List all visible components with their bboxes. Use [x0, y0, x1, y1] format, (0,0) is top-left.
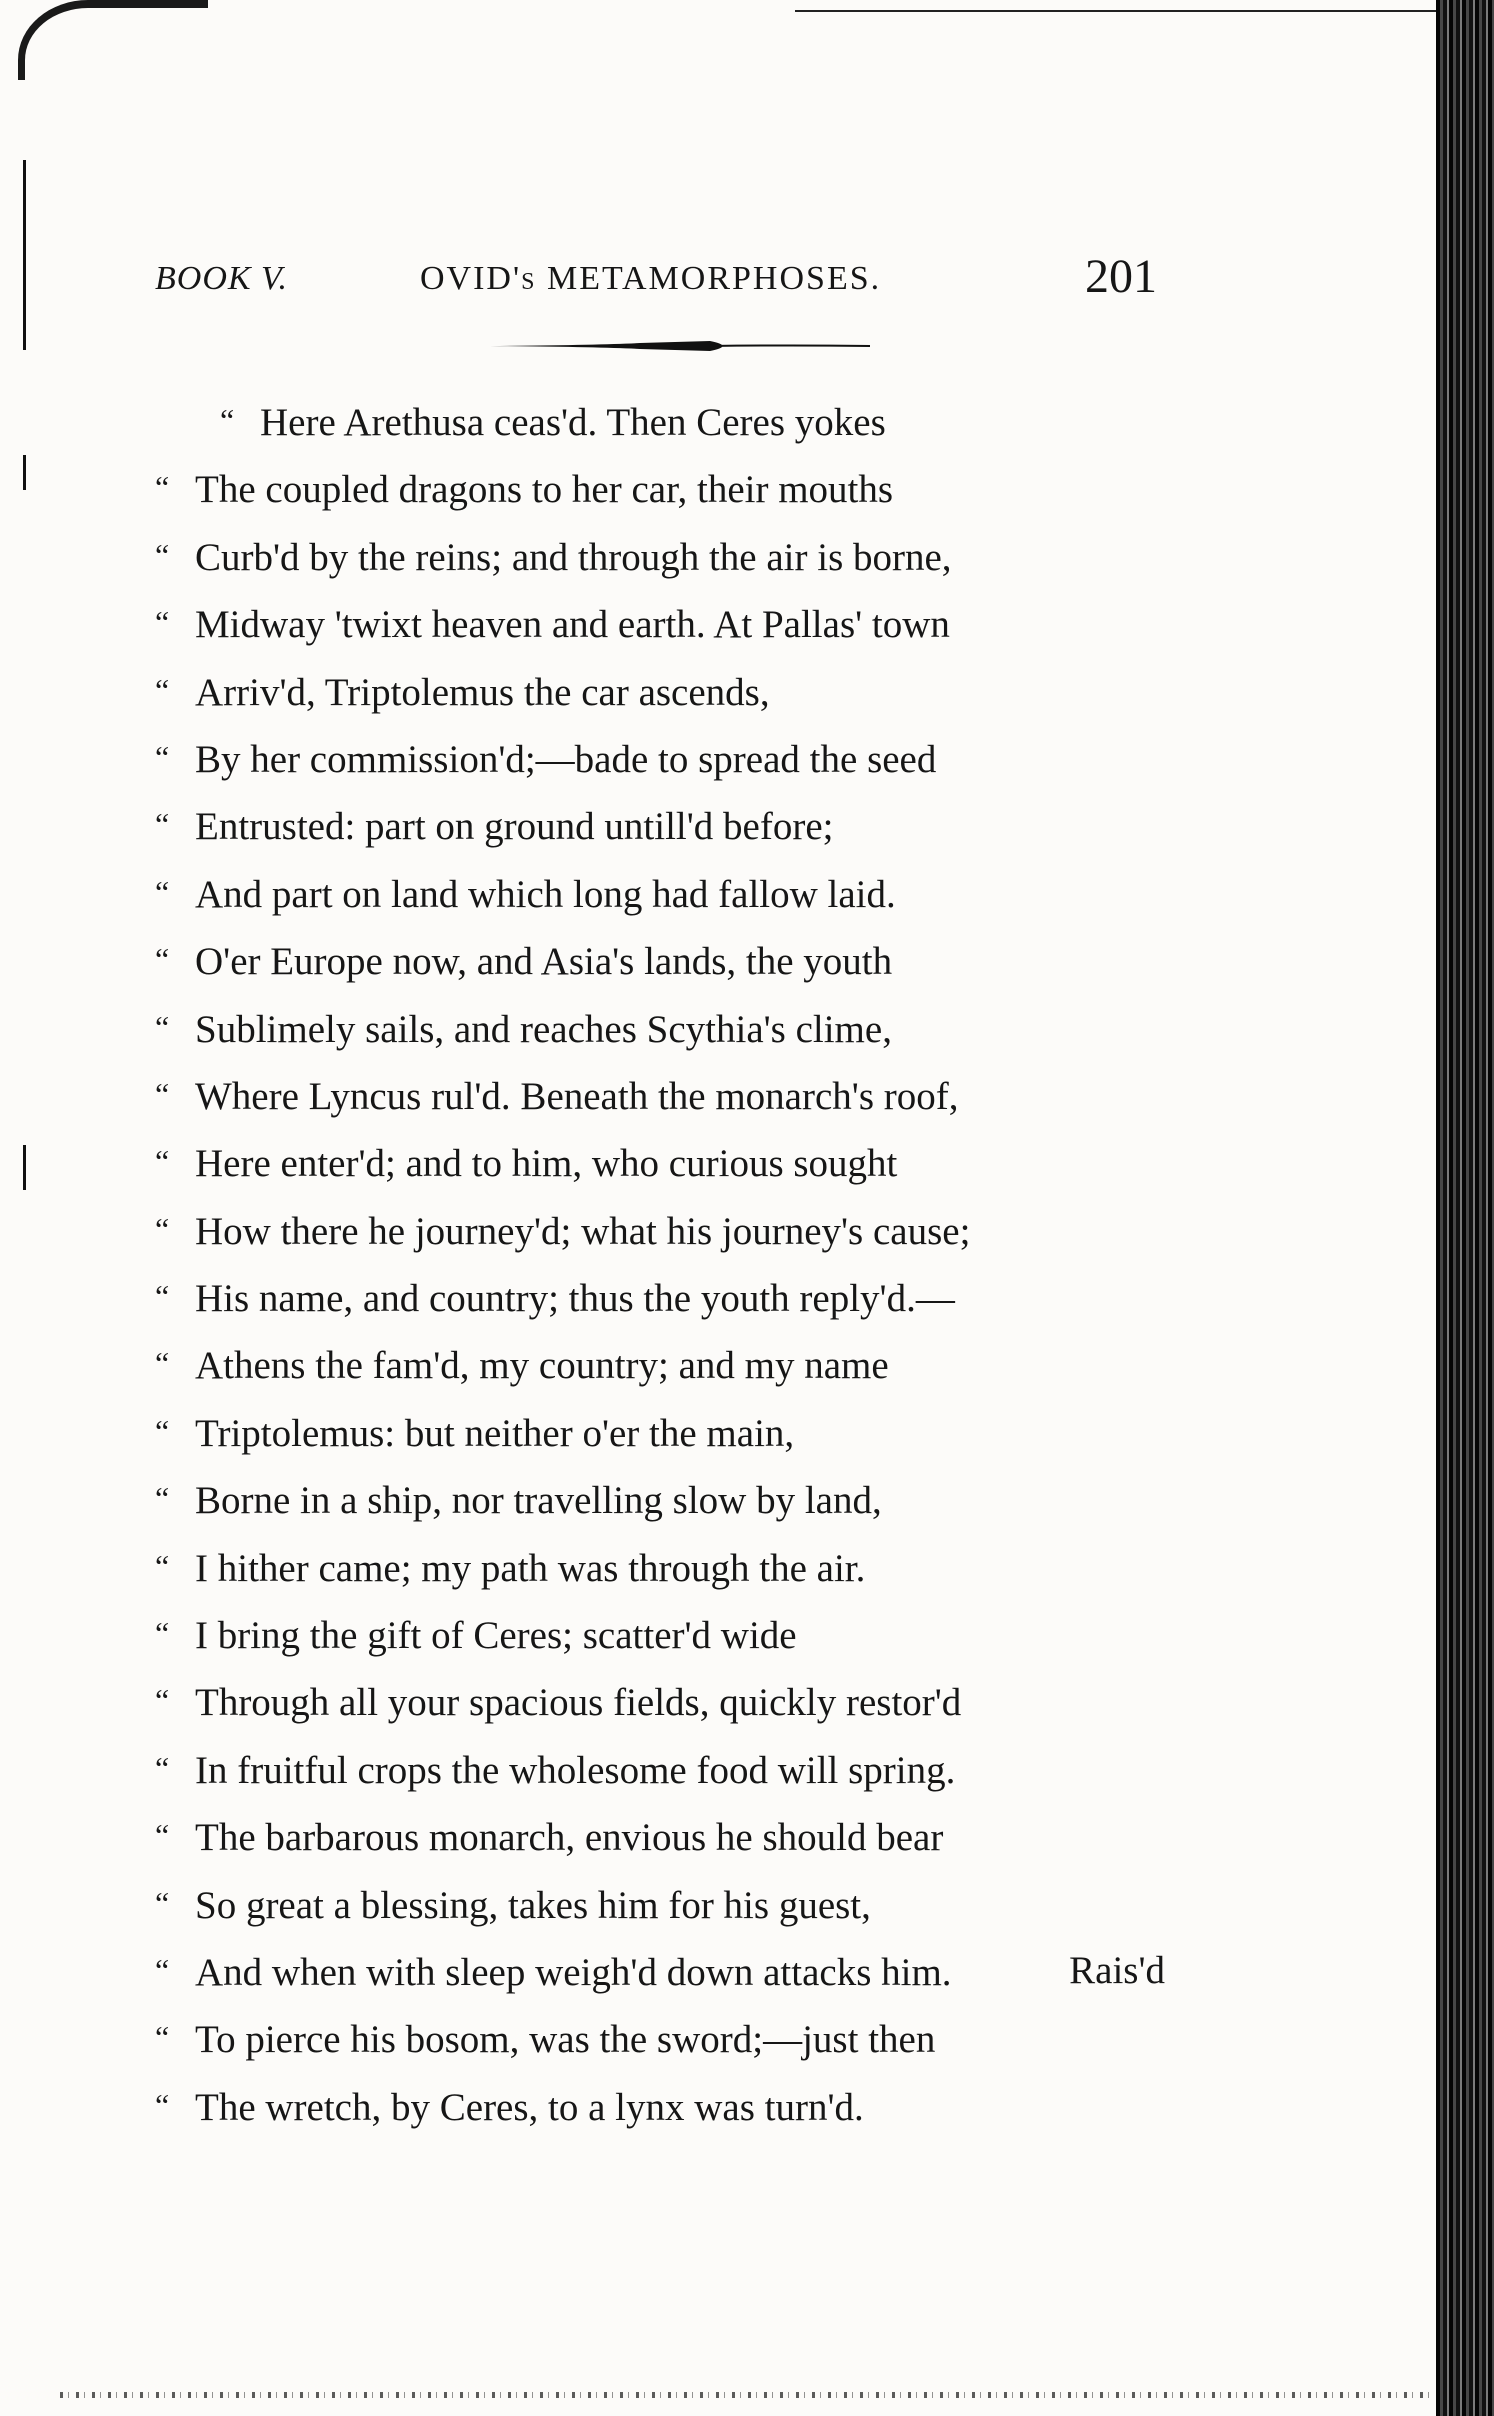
- verse-line-7: [155, 791, 1165, 858]
- verse-line-19: [155, 1600, 1165, 1667]
- verse-text: Triptolemus: but neither o'er the main,: [195, 1411, 795, 1455]
- opening-quote: “: [155, 1210, 170, 1247]
- verse-text: Arriv'd, Triptolemus the car ascends,: [195, 670, 770, 714]
- verse-text: I hither came; my path was through the air.: [195, 1546, 866, 1590]
- opening-quote: “: [155, 738, 170, 775]
- verse-text: The coupled dragons to her car, their mouths: [195, 468, 894, 512]
- verse-line-8: [155, 859, 1165, 926]
- opening-quote: “: [220, 402, 235, 438]
- opening-quote: “: [155, 1345, 170, 1382]
- opening-quote: “: [155, 536, 170, 573]
- verse-line-9: [155, 926, 1165, 993]
- verse-line-17: [155, 1465, 1165, 1532]
- verse-text: His name, and country; thus the youth reply'd.—: [195, 1277, 955, 1321]
- page-number: 201: [1085, 250, 1157, 303]
- verse-line-11: [155, 1061, 1165, 1128]
- poem-block: [155, 387, 1165, 2139]
- opening-quote: “: [155, 1951, 170, 1988]
- opening-quote: “: [155, 1682, 170, 1719]
- opening-quote: “: [155, 1075, 170, 1112]
- verse-text: Here enter'd; and to him, who curious sought: [195, 1142, 898, 1186]
- opening-quote: “: [155, 1278, 170, 1315]
- opening-quote: “: [155, 1008, 170, 1045]
- verse-text: Here Arethusa ceas'd. Then Ceres yokes: [260, 401, 886, 444]
- verse-text: Borne in a ship, nor travelling slow by land,: [195, 1479, 882, 1523]
- opening-quote: “: [155, 941, 170, 978]
- verse-text: The barbarous monarch, envious he should bear: [195, 1816, 944, 1860]
- verse-line-6: [155, 724, 1165, 791]
- head-ornament: [490, 337, 870, 355]
- verse-line-14: [155, 1263, 1165, 1330]
- opening-quote: “: [155, 1615, 170, 1652]
- verse-text: By her commission'd;—bade to spread the seed: [195, 737, 937, 781]
- verse-text: And when with sleep weigh'd down attacks him.: [195, 1950, 952, 1994]
- verse-line-15: [155, 1330, 1165, 1397]
- verse-text: Midway 'twixt heaven and earth. At Pallas' town: [195, 603, 950, 647]
- verse-line-22: [155, 1802, 1165, 1869]
- verse-line-4: [155, 589, 1165, 656]
- verse-text: And part on land which long had fallow laid.: [195, 872, 896, 916]
- verse-text: I bring the gift of Ceres; scatter'd wide: [195, 1614, 797, 1658]
- binding-spine: [1436, 0, 1494, 2416]
- scan-left-mark: [23, 160, 26, 350]
- verse-line-23: [155, 1870, 1165, 1937]
- turnover-word: Rais'd: [1069, 1948, 1165, 1992]
- verse-line-2: [155, 454, 1165, 521]
- verse-line-3: [155, 522, 1165, 589]
- verse-text: Through all your spacious fields, quickly restor'd: [195, 1681, 962, 1725]
- running-head: [155, 250, 1157, 305]
- opening-quote: “: [155, 806, 170, 843]
- verse-line-13: [155, 1196, 1165, 1263]
- verse-line-10: [155, 994, 1165, 1061]
- running-title: OVID's METAMORPHOSES.: [420, 260, 882, 297]
- verse-line-18: [155, 1533, 1165, 1600]
- verse-line-12: [155, 1128, 1165, 1195]
- opening-quote: “: [155, 1143, 170, 1180]
- opening-quote: “: [155, 1412, 170, 1449]
- verse-text: Athens the fam'd, my country; and my name: [195, 1344, 889, 1388]
- verse-line-26: [155, 2072, 1165, 2139]
- verse-text: In fruitful crops the wholesome food will spring.: [195, 1748, 956, 1792]
- scan-left-mark: [23, 1145, 26, 1190]
- opening-quote: “: [155, 671, 170, 708]
- verse-text: To pierce his bosom, was the sword;—just then: [195, 2018, 936, 2062]
- verse-line-21: [155, 1735, 1165, 1802]
- book-label: BOOK V.: [155, 260, 288, 297]
- scan-left-mark: [23, 455, 26, 490]
- verse-line-25: [155, 2004, 1165, 2071]
- verse-text: Entrusted: part on ground untill'd before;: [195, 805, 834, 849]
- verse-text: O'er Europe now, and Asia's lands, the youth: [195, 940, 893, 984]
- opening-quote: “: [155, 2086, 170, 2123]
- verse-line-5: [155, 657, 1165, 724]
- verse-line-1: [155, 387, 1165, 454]
- opening-quote: “: [155, 1817, 170, 1854]
- opening-quote: “: [155, 1749, 170, 1786]
- verse-text: Curb'd by the reins; and through the air is borne,: [195, 535, 952, 579]
- verse-text: The wretch, by Ceres, to a lynx was turn'd.: [195, 2085, 864, 2129]
- scan-corner-mark: [18, 0, 208, 80]
- verse-text: Sublimely sails, and reaches Scythia's clime,: [195, 1007, 892, 1051]
- verse-line-16: [155, 1398, 1165, 1465]
- scan-top-line: [795, 10, 1494, 12]
- verse-line-20: [155, 1667, 1165, 1734]
- verse-text: How there he journey'd; what his journey's cause;: [195, 1209, 971, 1253]
- opening-quote: “: [155, 1884, 170, 1921]
- opening-quote: “: [155, 2019, 170, 2056]
- verse-line-24: [155, 1937, 1165, 2004]
- opening-quote: “: [155, 1547, 170, 1584]
- verse-text: So great a blessing, takes him for his guest,: [195, 1883, 871, 1927]
- opening-quote: “: [155, 469, 170, 506]
- opening-quote: “: [155, 873, 170, 910]
- opening-quote: “: [155, 1480, 170, 1517]
- verse-text: Where Lyncus rul'd. Beneath the monarch's roof,: [195, 1074, 959, 1118]
- page-bottom-edge: [60, 2392, 1434, 2398]
- opening-quote: “: [155, 604, 170, 641]
